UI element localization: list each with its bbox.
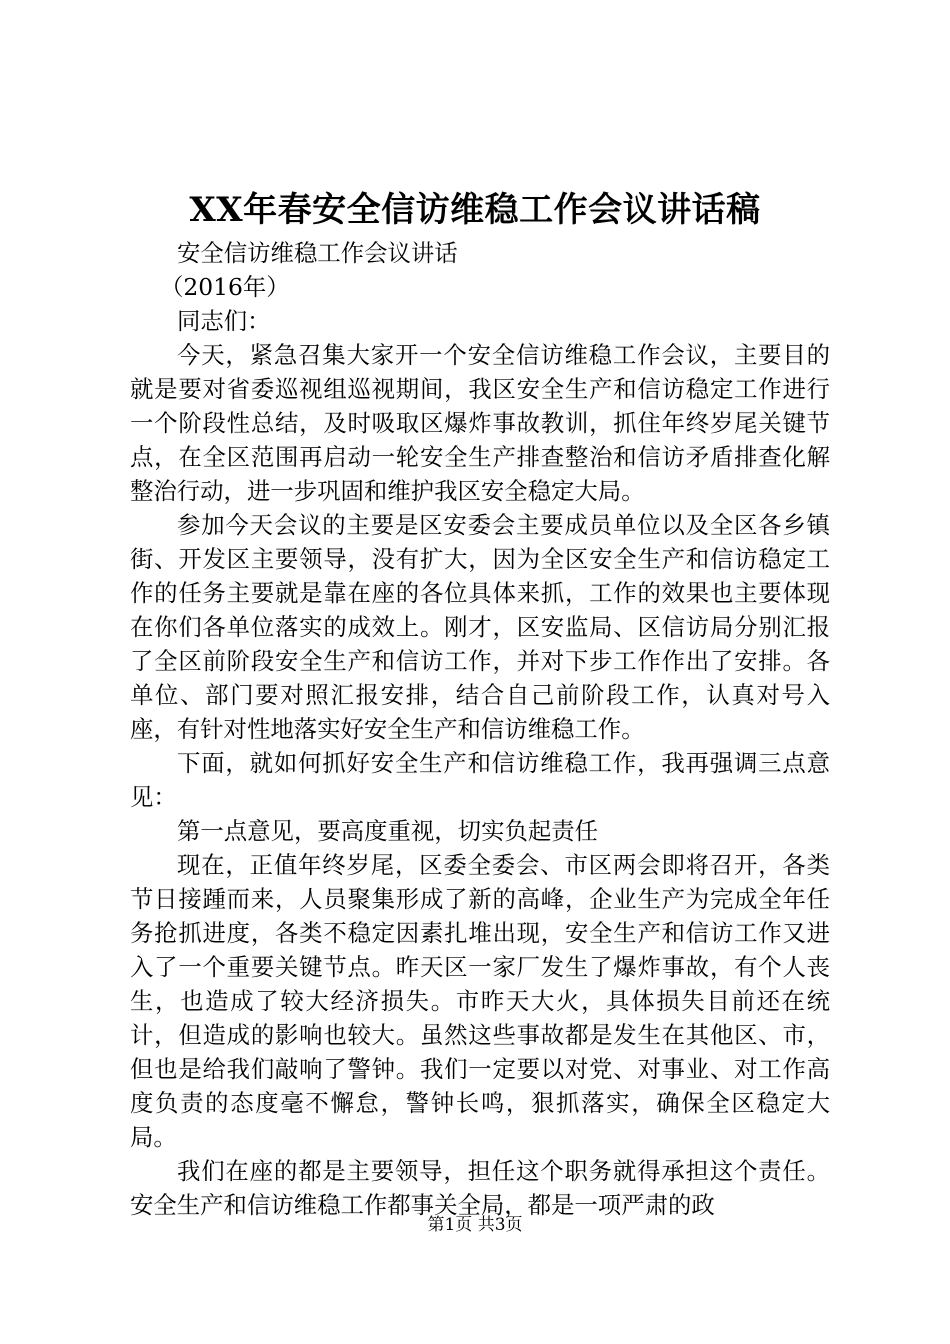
document-year: （2016年） [160, 273, 290, 301]
greeting: 同志们： [177, 307, 271, 335]
paragraph-1: 今天，紧急召集大家开一个安全信访维稳工作会议，主要目的就是要对省委巡视组巡视期间，我区安全生产和信访稳定工作进行一个阶段性总结，及时吸取区爆炸事故教训，抓住年终岁尾关键节点，在全区范围再启动一轮安全生产排查整治和信访矛盾排查化解整治行动，进一步巩固和维护我区安全稳定大局。 [130, 341, 830, 505]
paragraph-4: 现在，正值年终岁尾，区委全委会、市区两会即将召开，各类节日接踵而来，人员聚集形成了新的高峰，企业生产为完成全年任务抢抓进度，各类不稳定因素扎堆出现，安全生产和信访工作又进入了一个重要关键节点。昨天区一家厂发生了爆炸事故，有个人丧生，也造成了较大经济损失。市昨天大火，具体损失目前还在统计，但造成的影响也较大。虽然这些事故都是发生在其他区、市，但也是给我们敲响了警钟。我们一定要以对党、对事业、对工作高度负责的态度毫不懈怠，警钟长鸣，狠抓落实，确保全区稳定大局。 [130, 851, 830, 1151]
paragraph-2: 参加今天会议的主要是区安委会主要成员单位以及全区各乡镇街、开发区主要领导，没有扩大，因为全区安全生产和信访稳定工作的任务主要就是靠在座的各位具体来抓，工作的效果也主要体现在你们各单位落实的成效上。刚才，区安监局、区信访局分别汇报了全区前阶段安全生产和信访工作，并对下步工作作出了安排。各单位、部门要对照汇报安排，结合自己前阶段工作，认真对号入座，有针对性地落实好安全生产和信访维稳工作。 [130, 511, 830, 743]
page-footer: 第1页 共3页 [427, 1215, 523, 1235]
section-heading-1: 第一点意见，要高度重视，切实负起责任 [177, 817, 599, 845]
paragraph-5: 我们在座的都是主要领导，担任这个职务就得承担这个责任。安全生产和信访维稳工作都事关全局，都是一项严肃的政 [130, 1157, 830, 1219]
paragraph-3: 下面，就如何抓好安全生产和信访维稳工作，我再强调三点意见： [130, 749, 830, 811]
document-subtitle: 安全信访维稳工作会议讲话 [177, 239, 458, 267]
document-body [130, 236, 830, 1222]
document-title: XX年春安全信访维稳工作会议讲话稿 [189, 190, 761, 230]
